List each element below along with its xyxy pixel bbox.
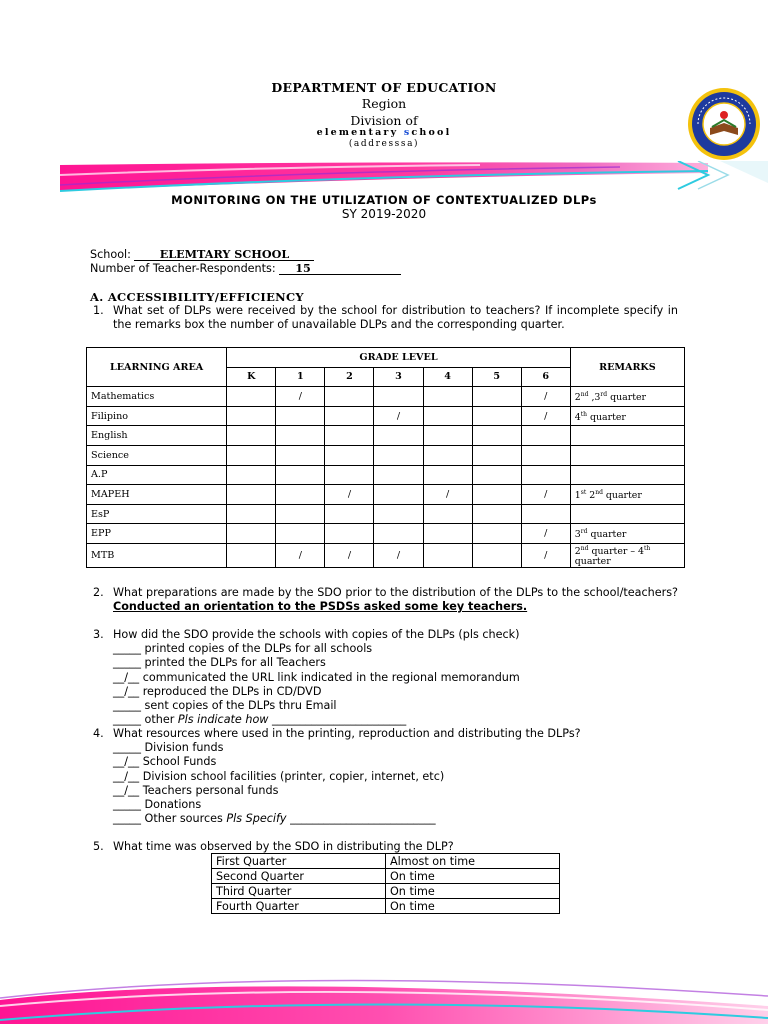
- header-grade: 3: [374, 367, 423, 387]
- learning-area-cell: EsP: [87, 504, 227, 524]
- grade-mark-cell: [374, 485, 423, 505]
- grade-mark-cell: [521, 426, 570, 446]
- option-italic-hint: Pls indicate how: [177, 713, 269, 727]
- check-option: __/__ reproduced the DLPs in CD/DVD: [113, 684, 322, 698]
- grade-mark-cell: [276, 445, 325, 465]
- grade-mark-cell: [374, 465, 423, 485]
- grade-mark-cell: [472, 543, 521, 567]
- grade-mark-cell: /: [521, 387, 570, 407]
- division-label: Division of: [350, 113, 418, 128]
- grade-mark-cell: /: [325, 543, 374, 567]
- distribution-time-table: [211, 853, 560, 914]
- learning-area-cell: Mathematics: [87, 387, 227, 407]
- check-option: _____ Donations: [113, 798, 202, 812]
- grade-mark-cell: [325, 387, 374, 407]
- option-italic-hint: Pls Specify: [226, 812, 287, 826]
- grade-mark-cell: /: [521, 406, 570, 426]
- status-cell: On time: [386, 869, 560, 884]
- grade-mark-cell: /: [374, 406, 423, 426]
- header-grade-level: GRADE LEVEL: [227, 348, 571, 368]
- form-title: MONITORING ON THE UTILIZATION OF CONTEXTUALIZED DLPs: [171, 193, 597, 207]
- table-row: [87, 504, 685, 524]
- grade-mark-cell: [227, 485, 276, 505]
- option-prefix: _____ other: [113, 713, 178, 727]
- header-learning-area: LEARNING AREA: [87, 348, 227, 387]
- status-cell: On time: [386, 884, 560, 899]
- grade-mark-cell: [276, 465, 325, 485]
- school-name-part: chool: [411, 127, 452, 138]
- grade-mark-cell: [472, 524, 521, 544]
- grade-mark-cell: /: [521, 524, 570, 544]
- grade-mark-cell: [472, 406, 521, 426]
- check-option: _____ sent copies of the DLPs thru Email: [113, 699, 337, 713]
- header-grade: 2: [325, 367, 374, 387]
- grade-mark-cell: [374, 387, 423, 407]
- grade-mark-cell: [521, 504, 570, 524]
- school-name-header: [0, 127, 768, 138]
- option-blank: ________________________: [268, 713, 407, 727]
- grade-mark-cell: [276, 504, 325, 524]
- remarks-cell: 4th quarter: [570, 406, 684, 426]
- corner-chevron-decoration: [668, 161, 768, 191]
- status-cell: On time: [386, 899, 560, 914]
- section-a-heading: A. ACCESSIBILITY/EFFICIENCY: [90, 290, 304, 304]
- check-option: __/__ Teachers personal funds: [113, 783, 279, 797]
- grade-mark-cell: [423, 524, 472, 544]
- footer-swoosh-decoration: [0, 960, 768, 1024]
- check-option: _____ printed copies of the DLPs for all schools: [113, 642, 373, 656]
- grade-mark-cell: /: [276, 387, 325, 407]
- grade-mark-cell: [423, 445, 472, 465]
- grade-mark-cell: [227, 543, 276, 567]
- option-blank: __________________________: [286, 812, 436, 826]
- school-name-accent: s: [403, 127, 412, 138]
- grade-mark-cell: /: [521, 485, 570, 505]
- question-number: 1.: [93, 304, 104, 317]
- grade-mark-cell: [423, 504, 472, 524]
- check-option: __/__ School Funds: [113, 755, 217, 769]
- question-number: 4.: [93, 727, 104, 740]
- grade-mark-cell: [423, 387, 472, 407]
- header-remarks: REMARKS: [570, 348, 684, 387]
- grade-mark-cell: [325, 504, 374, 524]
- table-row: [87, 426, 685, 446]
- check-option: _____ printed the DLPs for all Teachers: [113, 656, 326, 670]
- table-row: [212, 854, 560, 869]
- question-text: What set of DLPs were received by the school for distribution to teachers? If incomplete specify in the remarks box the number of unavailable DLPs and the corresponding quarter.: [113, 304, 678, 332]
- check-option-other: [113, 812, 678, 826]
- learning-area-cell: A.P: [87, 465, 227, 485]
- learning-area-cell: English: [87, 426, 227, 446]
- grade-mark-cell: [423, 465, 472, 485]
- grade-mark-cell: [472, 465, 521, 485]
- header-grade: 4: [423, 367, 472, 387]
- table-row: [87, 445, 685, 465]
- header-banner: [60, 161, 708, 195]
- question-2-answer: Conducted an orientation to the PSDSs asked some key teachers.: [113, 600, 528, 614]
- remarks-cell: 3rd quarter: [570, 524, 684, 544]
- question-number: 3.: [93, 628, 104, 641]
- table-row: [87, 406, 685, 426]
- question-2: [93, 586, 678, 614]
- grade-mark-cell: [227, 445, 276, 465]
- grade-mark-cell: [325, 465, 374, 485]
- question-1: [93, 304, 678, 332]
- table-row: [87, 485, 685, 505]
- grade-mark-cell: [521, 445, 570, 465]
- quarter-cell: First Quarter: [212, 854, 386, 869]
- grade-mark-cell: [472, 445, 521, 465]
- question-text: What time was observed by the SDO in distributing the DLP?: [113, 840, 454, 853]
- table-row: [87, 387, 685, 407]
- learning-area-cell: MTB: [87, 543, 227, 567]
- question-text: What preparations are made by the SDO prior to the distribution of the DLPs to the school/teachers?: [113, 586, 678, 599]
- grade-mark-cell: [423, 543, 472, 567]
- grade-mark-cell: [472, 426, 521, 446]
- learning-area-cell: EPP: [87, 524, 227, 544]
- school-row: [90, 248, 314, 261]
- quarter-cell: Third Quarter: [212, 884, 386, 899]
- check-option: __/__ communicated the URL link indicated in the regional memorandum: [113, 670, 520, 684]
- question-text: How did the SDO provide the schools with copies of the DLPs (pls check): [113, 628, 520, 641]
- check-option: _____ Division funds: [113, 741, 224, 755]
- school-name-part: elementary: [316, 127, 404, 138]
- address-label: (addresssa): [348, 139, 420, 149]
- grade-mark-cell: [325, 524, 374, 544]
- grade-mark-cell: [276, 426, 325, 446]
- table-row: [212, 884, 560, 899]
- grade-mark-cell: /: [276, 543, 325, 567]
- quarter-cell: Fourth Quarter: [212, 899, 386, 914]
- grade-mark-cell: [227, 387, 276, 407]
- table-row: [212, 869, 560, 884]
- table-row: [87, 465, 685, 485]
- grade-mark-cell: [227, 504, 276, 524]
- grade-mark-cell: [227, 465, 276, 485]
- check-option: __/__ Division school facilities (printer, copier, internet, etc): [113, 769, 445, 783]
- header-grade: K: [227, 367, 276, 387]
- remarks-cell: [570, 445, 684, 465]
- respondents-label: Number of Teacher-Respondents:: [90, 262, 276, 275]
- remarks-cell: 1st 2nd quarter: [570, 485, 684, 505]
- dlp-received-table: [86, 347, 685, 568]
- grade-mark-cell: [227, 524, 276, 544]
- remarks-cell: [570, 465, 684, 485]
- grade-mark-cell: [227, 406, 276, 426]
- question-4: [93, 727, 678, 826]
- grade-mark-cell: [325, 426, 374, 446]
- region-label: Region: [361, 96, 407, 111]
- remarks-cell: [570, 504, 684, 524]
- grade-mark-cell: /: [374, 543, 423, 567]
- remarks-cell: 2nd quarter – 4th quarter: [570, 543, 684, 567]
- school-seal-logo: [686, 86, 762, 162]
- grade-mark-cell: [276, 406, 325, 426]
- grade-mark-cell: [472, 485, 521, 505]
- grade-mark-cell: /: [521, 543, 570, 567]
- school-value: ELEMTARY SCHOOL: [134, 248, 314, 261]
- grade-mark-cell: [374, 426, 423, 446]
- respondents-row: [90, 262, 401, 275]
- option-prefix: _____ Other sources: [113, 812, 227, 826]
- grade-mark-cell: [521, 465, 570, 485]
- learning-area-cell: Filipino: [87, 406, 227, 426]
- school-label: School:: [90, 248, 131, 261]
- remarks-cell: 2nd ,3rd quarter: [570, 387, 684, 407]
- table-row: [212, 899, 560, 914]
- grade-mark-cell: [325, 445, 374, 465]
- question-text: What resources where used in the printing, reproduction and distributing the DLPs?: [113, 727, 581, 740]
- table-row: [87, 524, 685, 544]
- grade-mark-cell: /: [325, 485, 374, 505]
- grade-mark-cell: [472, 504, 521, 524]
- remarks-cell: [570, 426, 684, 446]
- learning-area-cell: Science: [87, 445, 227, 465]
- header-grade: 1: [276, 367, 325, 387]
- learning-area-cell: MAPEH: [87, 485, 227, 505]
- grade-mark-cell: [325, 406, 374, 426]
- question-3: [93, 628, 678, 727]
- status-cell: Almost on time: [386, 854, 560, 869]
- question-number: 5.: [93, 840, 104, 853]
- grade-mark-cell: [374, 504, 423, 524]
- quarter-cell: Second Quarter: [212, 869, 386, 884]
- grade-mark-cell: [374, 524, 423, 544]
- grade-mark-cell: [472, 387, 521, 407]
- grade-mark-cell: [423, 406, 472, 426]
- grade-mark-cell: [423, 426, 472, 446]
- grade-mark-cell: /: [423, 485, 472, 505]
- header-grade: 6: [521, 367, 570, 387]
- department-title: DEPARTMENT OF EDUCATION: [271, 80, 497, 95]
- respondents-value: 15: [279, 262, 401, 275]
- check-option-other: [113, 713, 678, 727]
- question-number: 2.: [93, 586, 104, 599]
- school-year: SY 2019-2020: [341, 207, 427, 221]
- grade-mark-cell: [227, 426, 276, 446]
- table-row: [87, 543, 685, 567]
- grade-mark-cell: [276, 524, 325, 544]
- grade-mark-cell: [276, 485, 325, 505]
- header-grade: 5: [472, 367, 521, 387]
- grade-mark-cell: [374, 445, 423, 465]
